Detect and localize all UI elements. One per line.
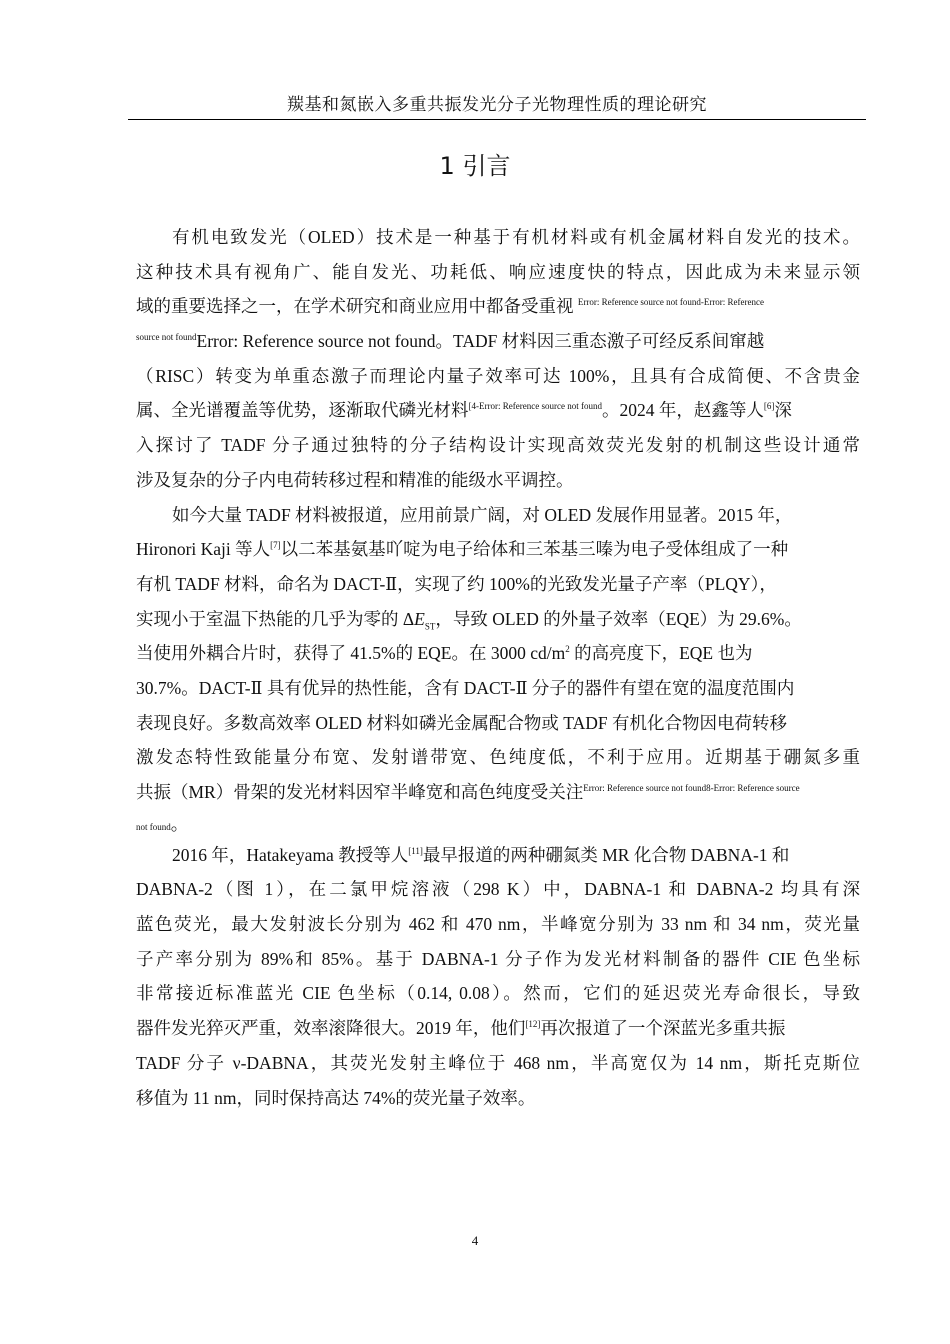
paragraph-line: 器件发光猝灭严重，效率滚降很大。2019 年，他们[12]再次报道了一个深蓝光多重共振 (136, 1018, 786, 1039)
paragraph-line: 表现良好。多数高效率 OLED 材料如磷光金属配合物或 TADF 有机化合物因电荷转移 (136, 712, 787, 733)
page-number: 4 (471, 1233, 479, 1248)
paragraph-line: 2016 年，Hatakeyama 教授等人[11]最早报道的两种硼氮类 MR 化合物 DABNA-1 和 (172, 844, 790, 865)
paragraph-line: 入探讨了 TADF 分子通过独特的分子结构设计实现高效荧光发射的机制这些设计通常 (136, 435, 860, 456)
paragraph-line: （RISC）转变为单重态激子而理论内量子效率可达 100%，且具有合成简便、不含贵金 (136, 365, 860, 386)
paragraph-line: 这种技术具有视角广、能自发光、功耗低、响应速度快的特点，因此成为未来显示领 (136, 261, 860, 282)
citation: [6] (763, 401, 775, 412)
paragraph-line: not found。 (136, 813, 189, 834)
broken-citation: [4-Error: Reference source not found (468, 401, 602, 412)
paragraph-line: 实现小于室温下热能的几乎为零的 $\Delta E_{ST}$，导致 OLED 的外量子效率（EQE）为 29.6%。 (136, 608, 802, 632)
paragraph-line: 30.7%。DACT-Ⅱ 具有优异的热性能，含有 DACT-Ⅱ 分子的器件有望在宽的温度范围内 (136, 677, 795, 698)
paragraph-line: TADF 分子 ν-DABNA，其荧光发射主峰位于 468 nm，半高宽仅为 14 nm，斯托克斯位 (136, 1052, 860, 1073)
broken-citation: not found (136, 821, 171, 832)
paragraph-line: 如今大量 TADF 材料被报道，应用前景广阔，对 OLED 发展作用显著。2015 年， (172, 504, 793, 525)
paragraph-line: 有机电致发光（OLED）技术是一种基于有机材料或有机金属材料自发光的技术。 (172, 227, 860, 247)
citation: [12] (525, 1019, 541, 1030)
paragraph-line: 属、全光谱覆盖等优势，逐渐取代磷光材料$^{[4-Error: Reference source not found}$。2024 年，赵鑫等人[6]深 (136, 400, 792, 421)
paragraph-line: 涉及复杂的分子内电荷转移过程和精准的能级水平调控。 (136, 469, 574, 490)
citation: [7] (270, 540, 281, 551)
paragraph-line: $^{source not found}$Error: Reference source not found。TADF 材料因三重态激子可经反系间窜越 (136, 331, 765, 352)
broken-citation: source not found (136, 332, 197, 343)
paragraph-line: DABNA-2（图 1），在二氯甲烷溶液（298 K）中，DABNA-1 和 DABNA-2 均具有深 (136, 879, 860, 900)
paragraph-line: 子产率分别为 89%和 85%。基于 DABNA-1 分子作为发光材料制备的器件 CIE 色坐标 (136, 948, 860, 969)
paragraph-line: 非常接近标准蓝光 CIE 色坐标（0.14, 0.08）。然而，它们的延迟荧光寿命很长，导致 (136, 983, 860, 1004)
paragraph-line: 激发态特性致能量分布宽、发射谱带宽、色纯度低，不利于应用。近期基于硼氮多重 (136, 747, 860, 768)
section-title: 1 引言 (439, 152, 511, 180)
paragraph-line: 蓝色荧光，最大发射波长分别为 462 和 470 nm，半峰宽分别为 33 nm 和 34 nm，荧光量 (136, 914, 860, 935)
paragraph-line: 共振（MR）骨架的发光材料因窄半峰宽和高色纯度受关注$^{Error: Reference source not found8-Error: Reference source}$ (136, 782, 800, 802)
broken-citation: Error: Reference source not found-Error: Reference (577, 297, 765, 308)
paragraph-line: 有机 TADF 材料，命名为 DACT-Ⅱ，实现了约 100%的光致发光量子产率（PLQY）， (136, 573, 777, 594)
main-text (136, 220, 860, 1115)
paragraph-line: Hironori Kaji 等人[7]以二苯基氨基吖啶为电子给体和三苯基三嗪为电子受体组成了一种 (136, 539, 789, 560)
paragraph-line: 当使用外耦合片时，获得了 41.5%的 EQE。在 3000 $cd/m^2$ 的高亮度下，EQE 也为 (136, 643, 753, 664)
paragraph-line: 移值为 11 nm，同时保持高达 74%的荧光量子效率。 (136, 1087, 536, 1108)
broken-citation: Error: Reference source not found8-Error: Reference source (583, 783, 800, 794)
citation: [11] (408, 845, 423, 856)
running-header: 羰基和氮嵌入多重共振发光分子光物理性质的理论研究 (128, 90, 866, 120)
paragraph-line: 域的重要选择之一，在学术研究和商业应用中都备受重视 $^{Error: Reference source not found-Error: Reference}$ (136, 296, 765, 317)
